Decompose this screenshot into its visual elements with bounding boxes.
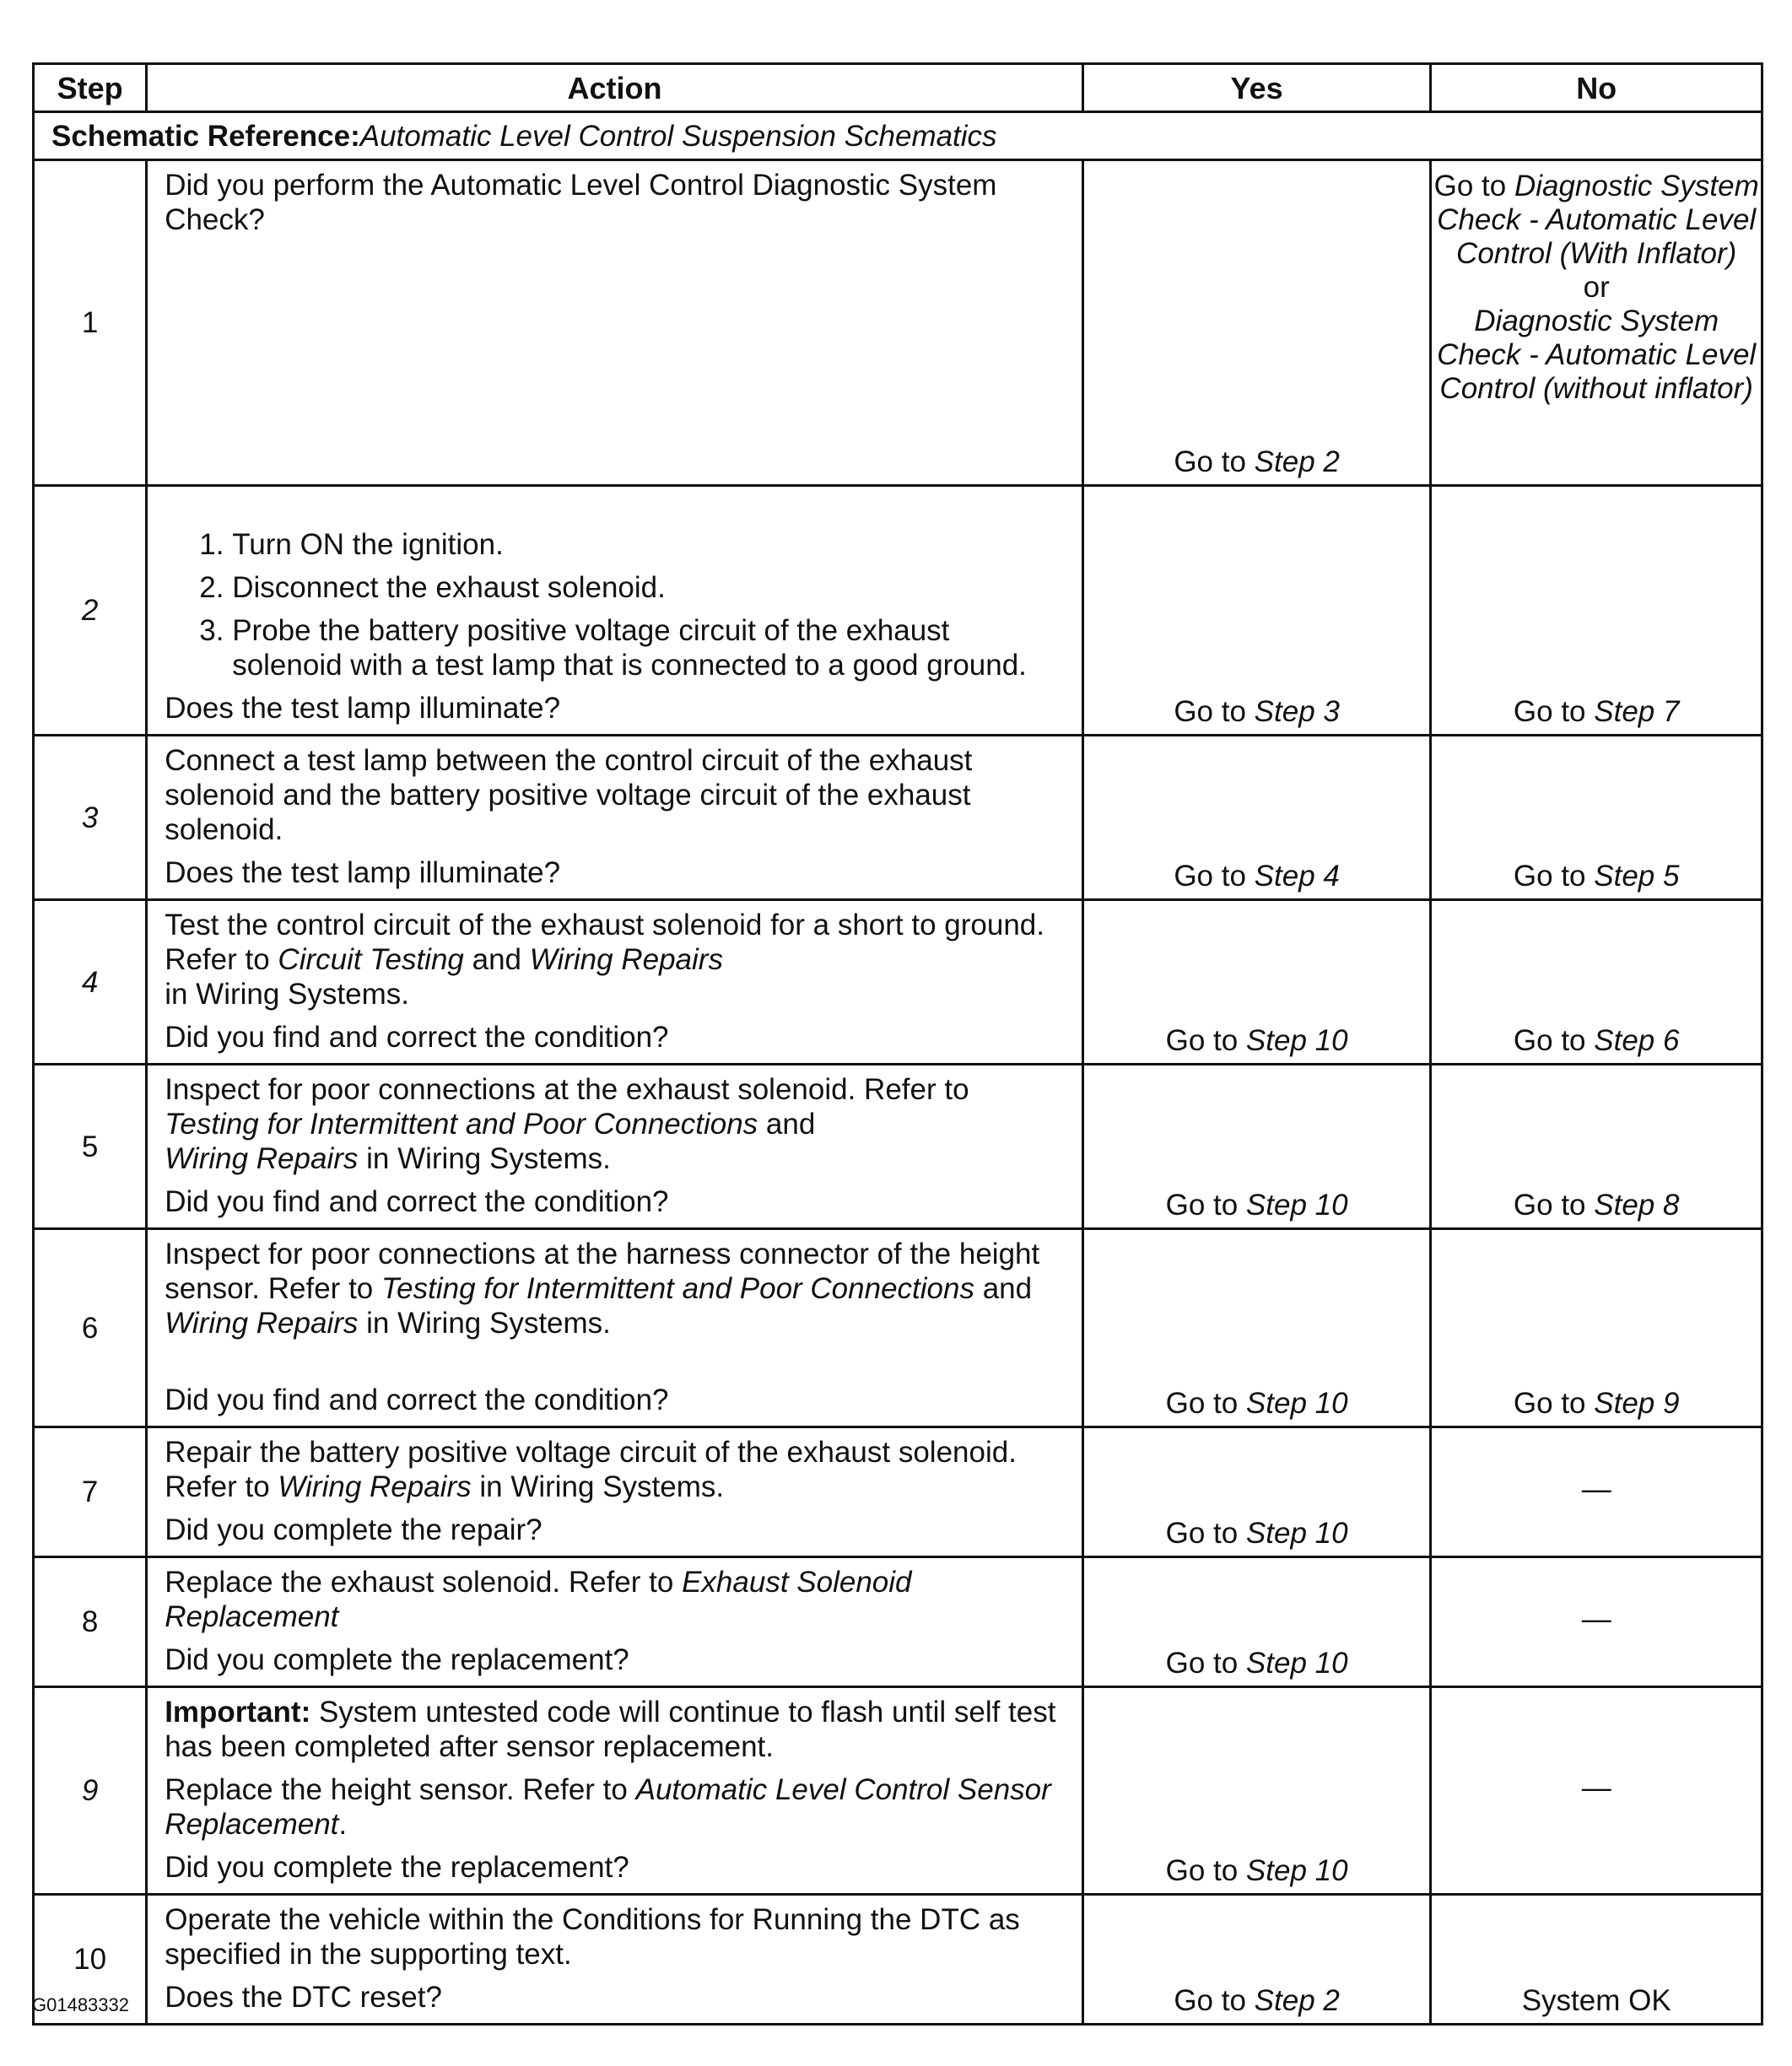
reference-link[interactable]: Circuit Testing [278,943,464,976]
action-text [165,1072,1065,1176]
yes-step-link[interactable]: Step 10 [1245,1189,1348,1222]
no-cell [1431,486,1762,736]
yes-step-link[interactable]: Step 4 [1254,860,1340,893]
yes-prefix: Go to [1165,1854,1246,1887]
reference-link[interactable]: Automatic Level Control Sensor Replacement [165,1773,1051,1841]
no-prefix: Go to [1513,860,1595,893]
action-text-part: Repair the battery positive voltage circuit of the exhaust solenoid. Refer to [165,1436,1017,1503]
no-prefix: Go to [1513,695,1595,728]
step-number: 6 [34,1229,147,1427]
step-number: 4 [34,900,147,1065]
no-step-link[interactable]: Step 8 [1594,1189,1680,1222]
yes-prefix: Go to [1174,860,1255,893]
yes-cell [1082,1557,1431,1687]
action-cell [147,1557,1083,1687]
table-row [34,1229,1762,1427]
diagnostic-table [32,62,1763,2026]
action-cell [147,900,1083,1065]
yes-cell [1082,1065,1431,1229]
action-text-part: . [338,1808,348,1841]
no-step-link[interactable]: Step 5 [1594,860,1680,893]
yes-step-link[interactable]: Step 10 [1245,1024,1348,1057]
action-question: Does the DTC reset? [165,1981,442,2014]
header-no: No [1431,64,1762,112]
action-question: Did you find and correct the condition? [165,1021,669,1054]
no-step-link[interactable]: Step 9 [1594,1387,1680,1420]
yes-step-link[interactable]: Step 10 [1245,1387,1348,1420]
action-text: Operate the vehicle within the Conditions for Running the DTC as specified in the supporting text. [165,1903,1020,1971]
action-text [165,1237,1065,1340]
table-row [34,1895,1762,2025]
no-cell: System OK [1431,1895,1762,2025]
action-cell [147,486,1083,736]
action-list [165,527,1065,682]
action-text [165,1435,1065,1504]
yes-cell [1082,1229,1431,1427]
action-text [165,1772,1065,1842]
no-reference-link-alt[interactable]: Diagnostic System Check - Automatic Level Control (without inflator) [1437,305,1757,405]
yes-prefix: Go to [1165,1189,1246,1222]
yes-cell [1082,1687,1431,1895]
no-cell: — [1431,1557,1762,1687]
list-item: 1. Turn ON the ignition. [232,527,1065,562]
no-cell [1431,736,1762,900]
yes-step-link[interactable]: Step 10 [1245,1854,1348,1887]
step-number: 1 [34,160,147,486]
yes-cell [1082,1895,1431,2025]
action-text [165,1565,1065,1634]
no-step-link[interactable]: Step 7 [1594,695,1680,728]
action-text-part: and [463,943,530,976]
action-cell [147,1895,1083,2025]
important-text: System untested code will continue to flash until self test has been completed after sensor replacement. [165,1696,1056,1763]
action-text-part: Replace the exhaust solenoid. Refer to [165,1566,683,1599]
table-row [34,736,1762,900]
reference-link[interactable]: Testing for Intermittent and Poor Connections [165,1108,758,1141]
yes-cell [1082,900,1431,1065]
table-row [34,1687,1762,1895]
action-text-part: Test the control circuit of the exhaust solenoid for a short to ground. Refer to [165,909,1044,976]
yes-step-link[interactable]: Step 2 [1254,445,1340,478]
yes-prefix: Go to [1165,1647,1246,1680]
action-text-part: Replace the height sensor. Refer to [165,1773,636,1806]
yes-step-link[interactable]: Step 2 [1254,1984,1340,2017]
action-cell [147,1687,1083,1895]
list-item: 2. Disconnect the exhaust solenoid. [232,570,1065,605]
schematic-label: Schematic Reference: [51,119,360,153]
action-text-part: in Wiring Systems. [358,1307,611,1340]
yes-prefix: Go to [1174,1984,1255,2017]
step-number: 10 [34,1895,147,2025]
schematic-reference [34,112,1762,160]
no-step-link[interactable]: Step 6 [1594,1024,1680,1057]
no-cell: — [1431,1427,1762,1557]
action-cell [147,736,1083,900]
action-cell [147,1065,1083,1229]
no-cell: — [1431,1687,1762,1895]
schematic-link[interactable]: Automatic Level Control Suspension Schematics [359,119,997,153]
action-text-part: Inspect for poor connections at the exhaust solenoid. Refer to [165,1073,969,1106]
table-row [34,900,1762,1065]
yes-prefix: Go to [1174,445,1255,478]
table-row [34,486,1762,736]
reference-link[interactable]: Wiring Repairs [165,1307,359,1340]
yes-cell [1082,486,1431,736]
action-text: Connect a test lamp between the control circuit of the exhaust solenoid and the battery positive voltage circuit of the exhaust solenoid. [165,744,973,846]
reference-link[interactable]: Exhaust Solenoid Replacement [165,1566,912,1633]
action-question: Does the test lamp illuminate? [165,856,561,889]
action-text-part: Inspect for poor connections at the harness connector of the height sensor. Refer to [165,1238,1040,1305]
important-note [165,1695,1065,1764]
important-label: Important: [165,1696,311,1729]
yes-prefix: Go to [1165,1387,1246,1420]
table-row [34,1557,1762,1687]
list-item: 3. Probe the battery positive voltage circuit of the exhaust solenoid with a test lamp that is connected to a good ground. [232,613,1065,682]
table-row [34,160,1762,486]
action-text-part: in Wiring Systems. [358,1142,611,1175]
table-row [34,1065,1762,1229]
yes-cell [1082,736,1431,900]
no-cell [1431,1065,1762,1229]
no-reference-link[interactable]: Diagnostic System Check - Automatic Level Control (With Inflator) [1437,170,1759,270]
no-prefix: Go to [1513,1024,1595,1057]
action-question: Did you find and correct the condition? [165,1185,669,1218]
action-cell [147,160,1083,486]
yes-prefix: Go to [1174,695,1255,728]
step-number: 7 [34,1427,147,1557]
reference-link[interactable]: Wiring Repairs [278,1470,472,1503]
schematic-row [34,112,1762,160]
action-text [165,908,1065,1011]
action-question: Did you find and correct the condition? [165,1384,669,1416]
yes-step-link[interactable]: Step 10 [1245,1517,1348,1550]
reference-link[interactable]: Wiring Repairs [165,1142,359,1175]
no-prefix: Go to [1513,1189,1595,1222]
step-number: 3 [34,736,147,900]
yes-step-link[interactable]: Step 10 [1245,1647,1348,1680]
reference-link[interactable]: Wiring Repairs [529,943,723,976]
yes-prefix: Go to [1165,1024,1246,1057]
no-or: or [1583,271,1610,304]
action-text-part: in Wiring Systems. [165,978,409,1011]
yes-prefix: Go to [1165,1517,1246,1550]
yes-cell [1082,1427,1431,1557]
step-number: 8 [34,1557,147,1687]
header-row [34,64,1762,112]
action-question: Did you complete the replacement? [165,1643,629,1676]
table-row [34,1427,1762,1557]
action-text: Did you perform the Automatic Level Control Diagnostic System Check? [165,169,997,236]
step-number: 2 [34,486,147,736]
yes-cell [1082,160,1431,486]
header-yes: Yes [1082,64,1431,112]
no-prefix: Go to [1433,170,1514,202]
figure-id-caption: G01483332 [32,1994,129,2015]
action-question: Did you complete the replacement? [165,1851,629,1884]
no-cell [1431,1229,1762,1427]
action-cell [147,1427,1083,1557]
yes-step-link[interactable]: Step 3 [1254,695,1340,728]
action-question: Did you complete the repair? [165,1513,542,1546]
action-text-part: and [758,1108,816,1141]
header-action: Action [147,64,1083,112]
action-text-part: and [974,1272,1033,1305]
step-number: 9 [34,1687,147,1895]
no-prefix: Go to [1513,1387,1595,1420]
step-number: 5 [34,1065,147,1229]
reference-link[interactable]: Testing for Intermittent and Poor Connections [381,1272,974,1305]
header-step: Step [34,64,147,112]
action-text-part: in Wiring Systems. [471,1470,725,1503]
no-cell [1431,900,1762,1065]
no-cell [1431,160,1762,486]
action-question: Does the test lamp illuminate? [165,692,561,725]
action-cell [147,1229,1083,1427]
